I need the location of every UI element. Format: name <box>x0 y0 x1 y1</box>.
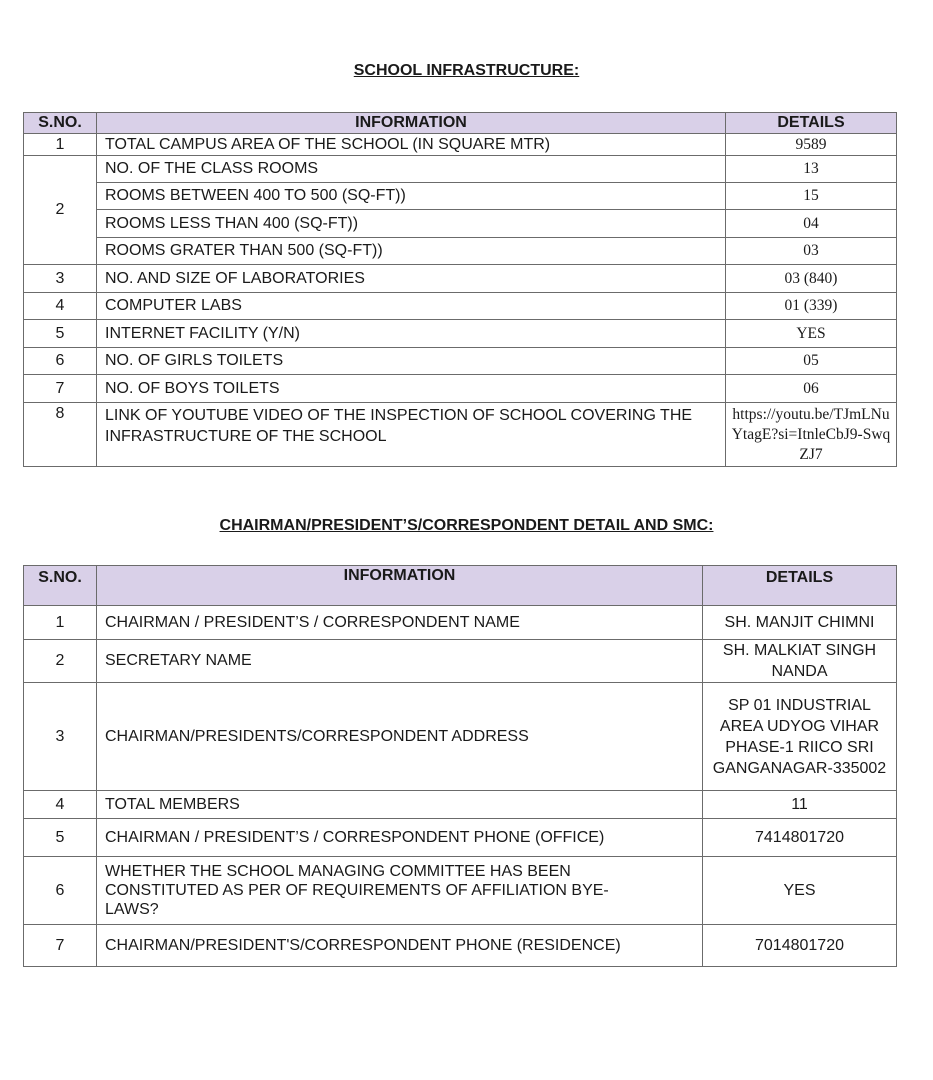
row-information: TOTAL CAMPUS AREA OF THE SCHOOL (IN SQUARE MTR) <box>97 134 726 156</box>
sno-header: S.NO. <box>24 113 97 134</box>
row-sno: 2 <box>24 640 97 683</box>
information-header: INFORMATION <box>97 113 726 134</box>
row-information: ROOMS GRATER THAN 500 (SQ-FT)) <box>97 238 726 265</box>
row-details: 7414801720 <box>703 819 897 857</box>
table-row <box>24 606 897 640</box>
row-sno: 5 <box>24 819 97 857</box>
row-details: 05 <box>726 348 897 375</box>
youtube-video-link[interactable]: https://youtu.be/TJmLNuYtagE?si=ItnleCbJ9-SwqZJ7 <box>726 403 897 467</box>
row-information: ROOMS LESS THAN 400 (SQ-FT)) <box>97 210 726 238</box>
table-row <box>24 183 897 210</box>
table-row <box>24 640 897 683</box>
row-information: WHETHER THE SCHOOL MANAGING COMMITTEE HAS BEEN CONSTITUTED AS PER OF REQUIREMENTS OF AFFILIATION BYE-LAWS? <box>97 857 703 925</box>
row-sno: 3 <box>24 683 97 791</box>
row-information: CHAIRMAN / PRESIDENT’S / CORRESPONDENT PHONE (OFFICE) <box>97 819 703 857</box>
row-details: SH. MANJIT CHIMNI <box>703 606 897 640</box>
table-row <box>24 293 897 320</box>
row-details: YES <box>726 320 897 348</box>
row-details: 15 <box>726 183 897 210</box>
table-row <box>24 210 897 238</box>
row-details: 04 <box>726 210 897 238</box>
row-information: CHAIRMAN/PRESIDENT'S/CORRESPONDENT PHONE (RESIDENCE) <box>97 925 703 967</box>
row-details: 06 <box>726 375 897 403</box>
chairman-smc-table <box>23 565 897 967</box>
sno-header: S.NO. <box>24 566 97 606</box>
information-header: INFORMATION <box>97 566 703 606</box>
row-sno: 4 <box>24 293 97 320</box>
details-header: DETAILS <box>703 566 897 606</box>
row-details: 7014801720 <box>703 925 897 967</box>
row-information: INTERNET FACILITY (Y/N) <box>97 320 726 348</box>
row-details: 03 (840) <box>726 265 897 293</box>
row-sno: 8 <box>24 403 97 467</box>
row-information: SECRETARY NAME <box>97 640 703 683</box>
row-information: TOTAL MEMBERS <box>97 791 703 819</box>
row-information: COMPUTER LABS <box>97 293 726 320</box>
row-details: SP 01 INDUSTRIAL AREA UDYOG VIHAR PHASE-1 RIICO SRI GANGANAGAR-335002 <box>703 683 897 791</box>
row-sno: 2 <box>24 156 97 265</box>
table-header-row <box>24 113 897 134</box>
row-sno: 6 <box>24 857 97 925</box>
table-row <box>24 320 897 348</box>
chairman-smc-section-title: CHAIRMAN/PRESIDENT’S/CORRESPONDENT DETAIL AND SMC: <box>219 517 714 534</box>
row-sno: 4 <box>24 791 97 819</box>
row-sno: 6 <box>24 348 97 375</box>
details-header: DETAILS <box>726 113 897 134</box>
row-information: NO. OF GIRLS TOILETS <box>97 348 726 375</box>
row-details: 13 <box>726 156 897 183</box>
table-row <box>24 238 897 265</box>
table-row <box>24 265 897 293</box>
infrastructure-table <box>23 112 897 467</box>
table-row <box>24 134 897 156</box>
row-information: CHAIRMAN/PRESIDENTS/CORRESPONDENT ADDRESS <box>97 683 703 791</box>
infrastructure-section-title: SCHOOL INFRASTRUCTURE: <box>353 62 580 79</box>
table-row <box>24 403 897 467</box>
row-details: YES <box>703 857 897 925</box>
row-sno: 1 <box>24 606 97 640</box>
table-row <box>24 819 897 857</box>
row-sno: 7 <box>24 375 97 403</box>
row-sno: 5 <box>24 320 97 348</box>
table-header-row <box>24 566 897 606</box>
row-details: 9589 <box>726 134 897 156</box>
table-row <box>24 683 897 791</box>
table-row <box>24 925 897 967</box>
row-information: ROOMS BETWEEN 400 TO 500 (SQ-FT)) <box>97 183 726 210</box>
table-row <box>24 857 897 925</box>
row-sno: 7 <box>24 925 97 967</box>
table-row <box>24 348 897 375</box>
row-sno: 3 <box>24 265 97 293</box>
table-row <box>24 791 897 819</box>
table-row <box>24 375 897 403</box>
row-sno: 1 <box>24 134 97 156</box>
row-details: SH. MALKIAT SINGH NANDA <box>703 640 897 683</box>
row-information: NO. OF BOYS TOILETS <box>97 375 726 403</box>
row-information: CHAIRMAN / PRESIDENT’S / CORRESPONDENT NAME <box>97 606 703 640</box>
row-information: NO. AND SIZE OF LABORATORIES <box>97 265 726 293</box>
row-details: 11 <box>703 791 897 819</box>
row-details: 01 (339) <box>726 293 897 320</box>
row-details: 03 <box>726 238 897 265</box>
row-information: LINK OF YOUTUBE VIDEO OF THE INSPECTION OF SCHOOL COVERING THE INFRASTRUCTURE OF THE SCHOOL <box>97 403 726 467</box>
row-information: NO. OF THE CLASS ROOMS <box>97 156 726 183</box>
table-row <box>24 156 897 183</box>
